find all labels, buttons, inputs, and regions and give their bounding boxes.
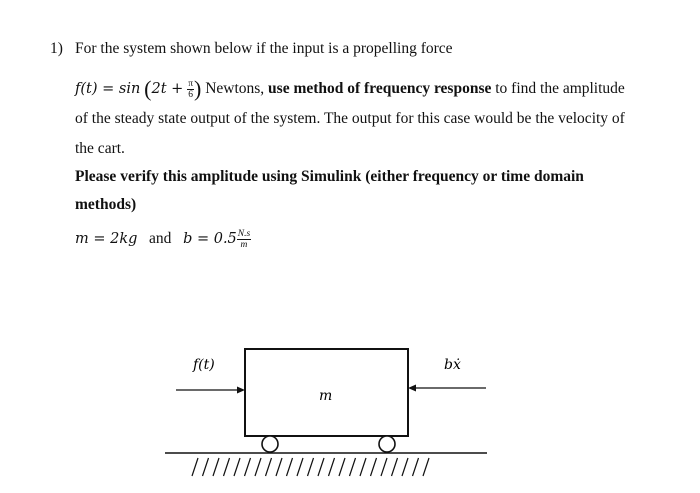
- frac-numerator: π: [188, 78, 193, 89]
- ground-hatching: [192, 458, 429, 476]
- question-number: 1): [50, 40, 63, 57]
- hatch-mark: [371, 458, 377, 476]
- hatch-mark: [392, 458, 398, 476]
- damp-unit-denominator: m: [240, 240, 248, 250]
- question-intro: For the system shown below if the input is a propelling force: [75, 40, 453, 57]
- force-label: f(t): [193, 357, 215, 373]
- damp-unit-numerator: N.s: [237, 229, 251, 239]
- hatch-mark: [413, 458, 419, 476]
- damping-arrow-head: [408, 385, 416, 392]
- hatch-mark: [381, 458, 387, 476]
- hatch-mark: [266, 458, 272, 476]
- damping-label: bẋ: [444, 357, 461, 373]
- hatch-mark: [318, 458, 324, 476]
- right-wheel: [379, 436, 395, 452]
- frac-denominator: 6: [188, 89, 193, 100]
- question-line3: of the steady state output of the system. The output for this case would be the velocity of: [75, 110, 625, 127]
- force-lhs: f(t) = sin: [75, 81, 141, 97]
- hatch-mark: [203, 458, 209, 476]
- verify-line1: Please verify this amplitude using Simulink (either frequency or time domain: [75, 168, 584, 185]
- hatch-mark: [213, 458, 219, 476]
- hatch-mark: [276, 458, 282, 476]
- units-text: Newtons,: [201, 80, 269, 97]
- hatch-mark: [245, 458, 251, 476]
- left-paren: (: [144, 76, 152, 101]
- hatch-mark: [287, 458, 293, 476]
- hatch-mark: [224, 458, 230, 476]
- hatch-mark: [402, 458, 408, 476]
- hatch-mark: [339, 458, 345, 476]
- hatch-mark: [192, 458, 198, 476]
- and-word: and: [149, 230, 172, 248]
- method-bold-text: use method of frequency response: [268, 80, 492, 97]
- mass-equation: m = 2kg: [75, 231, 138, 248]
- left-wheel: [262, 436, 278, 452]
- force-arg: 2t +: [151, 81, 184, 97]
- hatch-mark: [255, 458, 261, 476]
- hatch-mark: [360, 458, 366, 476]
- hatch-mark: [308, 458, 314, 476]
- question-line4: the cart.: [75, 140, 125, 157]
- verify-line2: methods): [75, 196, 137, 213]
- hatch-mark: [297, 458, 303, 476]
- hatch-mark: [329, 458, 335, 476]
- hatch-mark: [234, 458, 240, 476]
- hatch-mark: [350, 458, 356, 476]
- mass-label: m: [319, 388, 333, 404]
- force-arrow-head: [237, 387, 245, 394]
- damping-equation: b = 0.5: [183, 231, 237, 248]
- right-paren: ): [193, 76, 202, 101]
- hatch-mark: [423, 458, 429, 476]
- method-rest-text: to find the amplitude: [491, 80, 625, 97]
